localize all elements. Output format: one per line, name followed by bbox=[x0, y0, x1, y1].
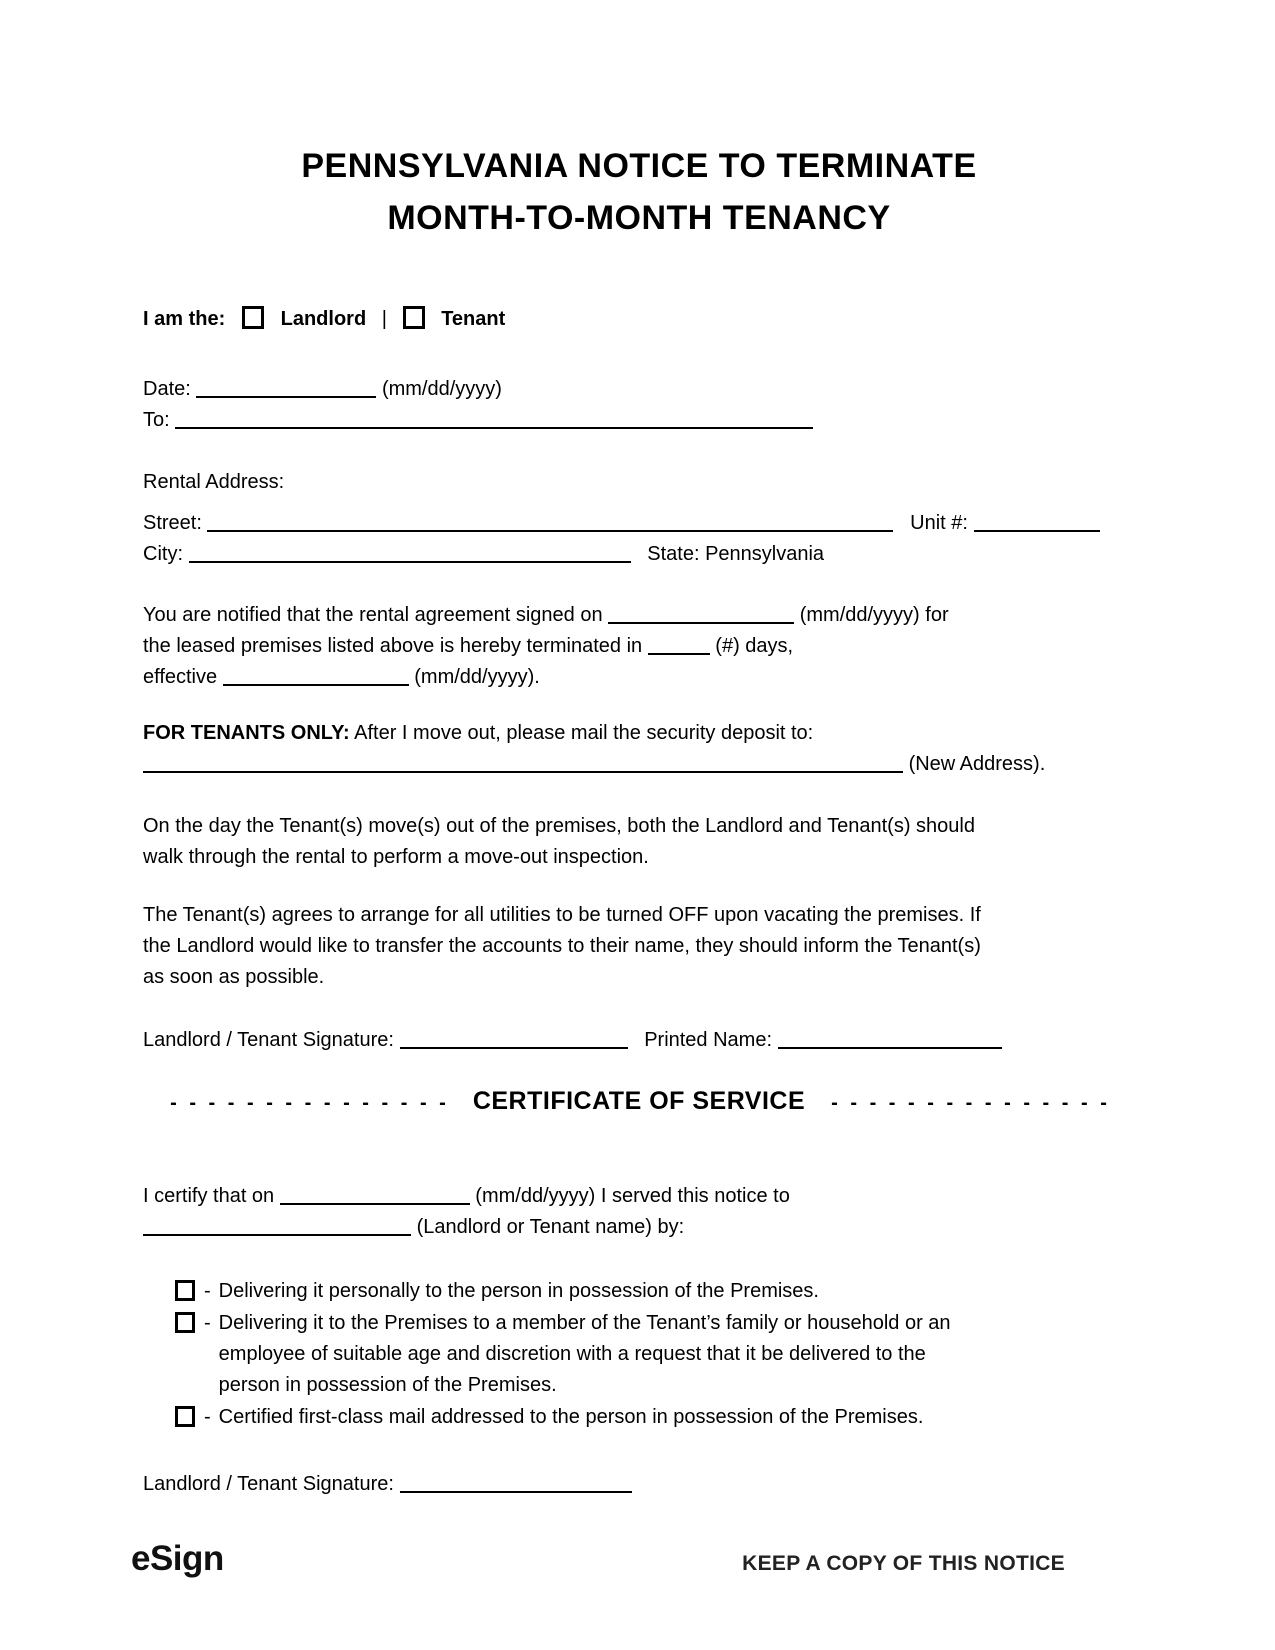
termination-line2-suffix: (#) days, bbox=[715, 635, 794, 657]
state-label: State: bbox=[647, 543, 700, 565]
termination-line1-text: You are notified that the rental agreement signed on bbox=[143, 604, 603, 626]
final-signature-blank[interactable] bbox=[400, 1491, 632, 1493]
certify-line2 bbox=[143, 1212, 1135, 1243]
identity-row bbox=[143, 304, 1135, 335]
option2-hyphen: - bbox=[204, 1312, 211, 1334]
termination-line3-text: effective bbox=[143, 666, 218, 688]
utilities-line1: The Tenant(s) agrees to arrange for all utilities to be turned OFF upon vacating the premises. If bbox=[143, 904, 981, 926]
unit-blank[interactable] bbox=[974, 530, 1100, 532]
street-line bbox=[143, 508, 1135, 539]
keep-copy-notice: KEEP A COPY OF THIS NOTICE bbox=[742, 1552, 1065, 1575]
date-line bbox=[143, 374, 1135, 405]
personal-delivery-checkbox[interactable] bbox=[175, 1280, 195, 1301]
state-value: Pennsylvania bbox=[705, 543, 825, 565]
certified-mail-checkbox[interactable] bbox=[175, 1406, 195, 1427]
termination-line2 bbox=[143, 631, 1135, 662]
to-line bbox=[143, 405, 1135, 436]
utilities-paragraph bbox=[143, 900, 1135, 993]
utilities-line2: the Landlord would like to transfer the accounts to their name, they should inform the Tenant(s) bbox=[143, 935, 981, 957]
tenants-only-text: After I move out, please mail the security deposit to: bbox=[354, 722, 814, 744]
effective-date-blank[interactable] bbox=[223, 684, 409, 686]
option1-line1: Delivering it personally to the person in possession of the Premises. bbox=[218, 1280, 819, 1302]
tenants-only-line1 bbox=[143, 718, 1135, 749]
street-blank[interactable] bbox=[207, 530, 893, 532]
to-blank[interactable] bbox=[175, 427, 813, 429]
date-format-hint: (mm/dd/yyyy) bbox=[381, 378, 502, 400]
moveout-line2: walk through the rental to perform a move-out inspection. bbox=[143, 846, 649, 868]
moveout-line1: On the day the Tenant(s) move(s) out of the premises, both the Landlord and Tenant(s) should bbox=[143, 815, 975, 837]
termination-line3 bbox=[143, 662, 1135, 693]
service-option-certified-mail bbox=[175, 1402, 1135, 1433]
service-option-personal bbox=[175, 1276, 1135, 1307]
option3-hyphen: - bbox=[204, 1406, 211, 1428]
signature-blank[interactable] bbox=[400, 1047, 628, 1049]
option2-text bbox=[219, 1308, 951, 1401]
certify-line2-suffix: (Landlord or Tenant name) by: bbox=[416, 1216, 685, 1238]
cert-dashes-left: - - - - - - - - - - - - - - - bbox=[170, 1092, 447, 1114]
city-blank[interactable] bbox=[189, 561, 631, 563]
option3-text bbox=[219, 1402, 924, 1433]
option3-line1: Certified first-class mail addressed to the person in possession of the Premises. bbox=[218, 1406, 924, 1428]
option1-text bbox=[219, 1276, 819, 1307]
tenant-label: Tenant bbox=[441, 308, 506, 330]
final-signature-label: Landlord / Tenant Signature: bbox=[143, 1473, 394, 1495]
landlord-checkbox[interactable] bbox=[242, 306, 264, 329]
days-blank[interactable] bbox=[648, 653, 710, 655]
service-method-options bbox=[143, 1276, 1135, 1433]
option2-line3: person in possession of the Premises. bbox=[218, 1374, 557, 1396]
new-address-suffix: (New Address). bbox=[908, 753, 1046, 775]
cert-dashes-right: - - - - - - - - - - - - - - - bbox=[831, 1092, 1108, 1114]
esign-logo: eSign bbox=[131, 1539, 224, 1578]
termination-line1-suffix: (mm/dd/yyyy) for bbox=[799, 604, 949, 626]
tenants-only-section bbox=[143, 718, 1135, 780]
termination-notice-paragraph bbox=[143, 600, 1135, 693]
termination-line2-text: the leased premises listed above is hereby terminated in bbox=[143, 635, 643, 657]
tenant-checkbox[interactable] bbox=[403, 306, 425, 329]
landlord-label: Landlord bbox=[280, 308, 367, 330]
option1-hyphen: - bbox=[204, 1280, 211, 1302]
rental-address-heading: Rental Address: bbox=[143, 471, 285, 493]
cert-title: CERTIFICATE OF SERVICE bbox=[472, 1087, 806, 1115]
final-signature-row bbox=[143, 1469, 1135, 1500]
city-label: City: bbox=[143, 543, 183, 565]
utilities-line3: as soon as possible. bbox=[143, 966, 325, 988]
certify-line1-suffix: (mm/dd/yyyy) I served this notice to bbox=[475, 1185, 790, 1207]
service-option-household bbox=[175, 1308, 1135, 1401]
certify-line1-text: I certify that on bbox=[143, 1185, 275, 1207]
printed-name-blank[interactable] bbox=[778, 1047, 1002, 1049]
new-address-line bbox=[143, 749, 1135, 780]
signature-row bbox=[143, 1025, 1135, 1056]
date-label: Date: bbox=[143, 378, 191, 400]
termination-line3-suffix: (mm/dd/yyyy). bbox=[414, 666, 540, 688]
identity-separator: | bbox=[381, 308, 387, 330]
page-title-line2: MONTH-TO-MONTH TENANCY bbox=[387, 199, 891, 237]
street-label: Street: bbox=[143, 512, 202, 534]
certify-date-blank[interactable] bbox=[280, 1203, 470, 1205]
page-title bbox=[143, 140, 1135, 244]
option2-line2: employee of suitable age and discretion with a request that it be delivered to the bbox=[218, 1343, 926, 1365]
certificate-of-service-heading bbox=[143, 1086, 1135, 1119]
page-footer bbox=[131, 1539, 1065, 1579]
tenants-only-label: FOR TENANTS ONLY: bbox=[143, 722, 350, 744]
household-delivery-checkbox[interactable] bbox=[175, 1312, 195, 1333]
certify-statement bbox=[143, 1181, 1135, 1243]
signed-on-date-blank[interactable] bbox=[608, 622, 794, 624]
signature-label: Landlord / Tenant Signature: bbox=[143, 1029, 394, 1051]
option2-line1: Delivering it to the Premises to a member of the Tenant’s family or household or an bbox=[218, 1312, 951, 1334]
new-address-blank[interactable] bbox=[143, 771, 903, 773]
page-title-line1: PENNSYLVANIA NOTICE TO TERMINATE bbox=[301, 147, 977, 185]
served-name-blank[interactable] bbox=[143, 1234, 411, 1236]
termination-line1 bbox=[143, 600, 1135, 631]
date-blank[interactable] bbox=[196, 396, 376, 398]
unit-label: Unit #: bbox=[910, 512, 968, 534]
printed-name-label: Printed Name: bbox=[644, 1029, 773, 1051]
to-label: To: bbox=[143, 409, 170, 431]
identity-prefix-label: I am the: bbox=[143, 308, 226, 330]
city-line bbox=[143, 539, 1135, 570]
moveout-paragraph bbox=[143, 811, 1135, 873]
certify-line1 bbox=[143, 1181, 1135, 1212]
